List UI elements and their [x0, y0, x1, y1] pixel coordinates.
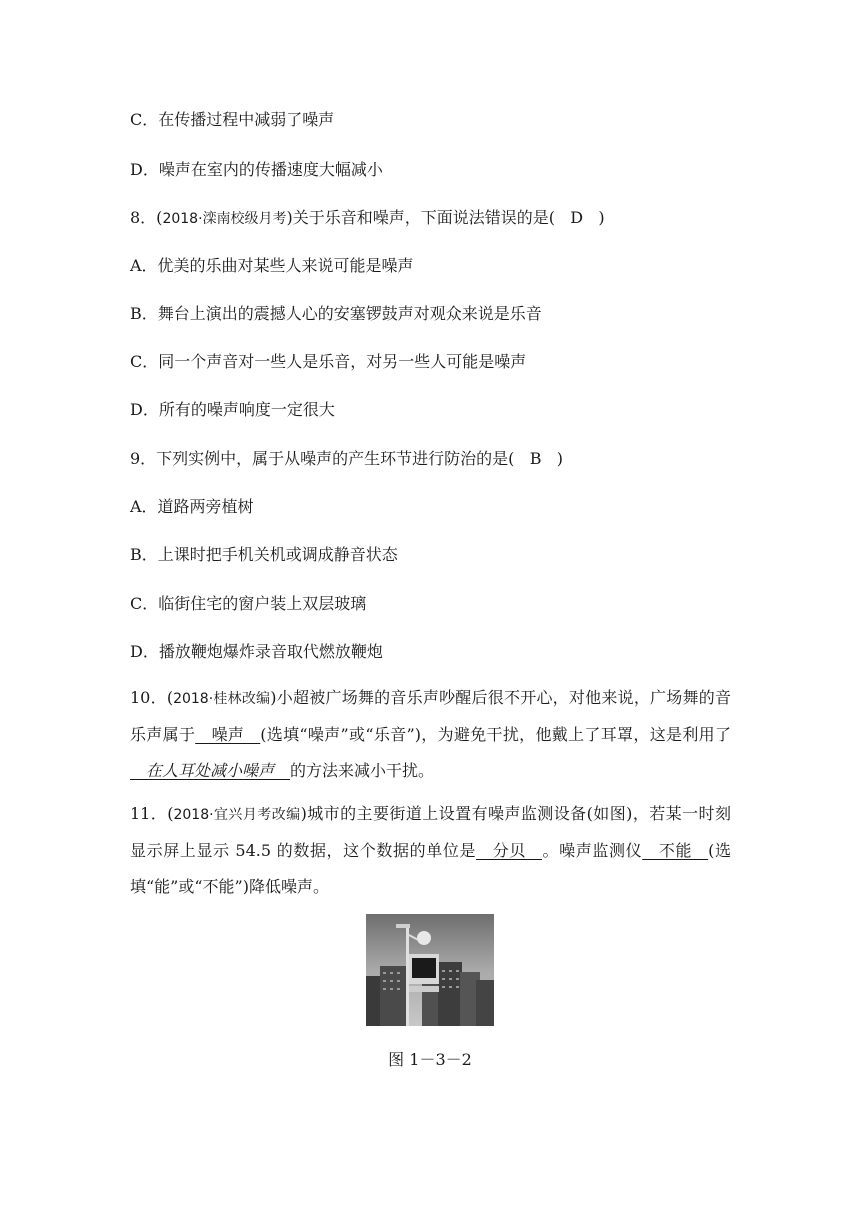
- q10-number: 10．(: [130, 688, 174, 707]
- q8-stem: [130, 208, 605, 229]
- q9-option-d: D．播放鞭炮爆炸录音取代燃放鞭炮: [130, 642, 383, 661]
- q9-option-a: A．道路两旁植树: [130, 497, 254, 516]
- q11-answer-1: __分贝__: [476, 841, 542, 860]
- q9-option-b: B．上课时把手机关机或调成静音状态: [130, 545, 398, 564]
- q8-close: ): [598, 208, 605, 227]
- q9-answer: B: [529, 449, 542, 468]
- q10-answer-1: __噪声__: [195, 725, 261, 744]
- q9-option-c: C．临街住宅的窗户装上双层玻璃: [130, 594, 367, 613]
- q11-answer-2: __不能__: [642, 841, 709, 860]
- q8-source: 2018·滦南校级月考: [162, 211, 287, 227]
- q10-source: 2018·桂林改编: [173, 691, 271, 707]
- q8-stem-text: )关于乐音和噪声，下面说法错误的是(: [286, 208, 556, 227]
- noise-monitor-photo: [366, 914, 494, 1026]
- q10-answer-2: __在人耳处减小噪声__: [130, 761, 291, 780]
- q11-paragraph: [130, 796, 731, 905]
- figure-caption: 图 1－3－2: [388, 1050, 472, 1069]
- q11-source: 2018·宜兴月考改编: [173, 807, 301, 823]
- q10-text-3: 的方法来减小干扰。: [290, 761, 435, 780]
- q8-option-d: D．所有的噪声响度一定很大: [130, 400, 335, 419]
- q10-paragraph: [130, 680, 731, 789]
- q11-number: 11．(: [130, 804, 174, 823]
- q10-text-1: )小超被广场舞的音乐声吵醒后很不开心，对他来说，广场舞的音乐声属于: [130, 688, 731, 744]
- q9-close: ): [556, 449, 563, 468]
- q10-text-2: (选填“噪声”或“乐音”)，为避免干扰，他戴上了耳罩，这是利用了: [260, 725, 731, 744]
- q8-option-a: A．优美的乐曲对某些人来说可能是噪声: [130, 256, 414, 275]
- q9-stem: [130, 449, 563, 469]
- q8-answer: D: [570, 208, 584, 227]
- q9-stem-text: 9．下列实例中，属于从噪声的产生环节进行防治的是(: [130, 449, 515, 468]
- q7-option-c: C．在传播过程中减弱了噪声: [130, 110, 335, 129]
- q11-text-1: )城市的主要街道上设置有噪声监测设备(如图)，若某一时刻显示屏上显示 54.5 的数据，这个数据的单位是: [130, 804, 731, 860]
- q7-option-d: D．噪声在室内的传播速度大幅减小: [130, 160, 383, 179]
- q11-text-3: (选填“能”或“不能”)降低噪声。: [130, 841, 731, 896]
- q8-option-c: C．同一个声音对一些人是乐音，对另一些人可能是噪声: [130, 352, 527, 371]
- q8-number: 8．(: [130, 208, 163, 227]
- q8-option-b: B．舞台上演出的震撼人心的安塞锣鼓声对观众来说是乐音: [130, 304, 542, 323]
- q11-text-2: 。噪声监测仪: [541, 841, 643, 860]
